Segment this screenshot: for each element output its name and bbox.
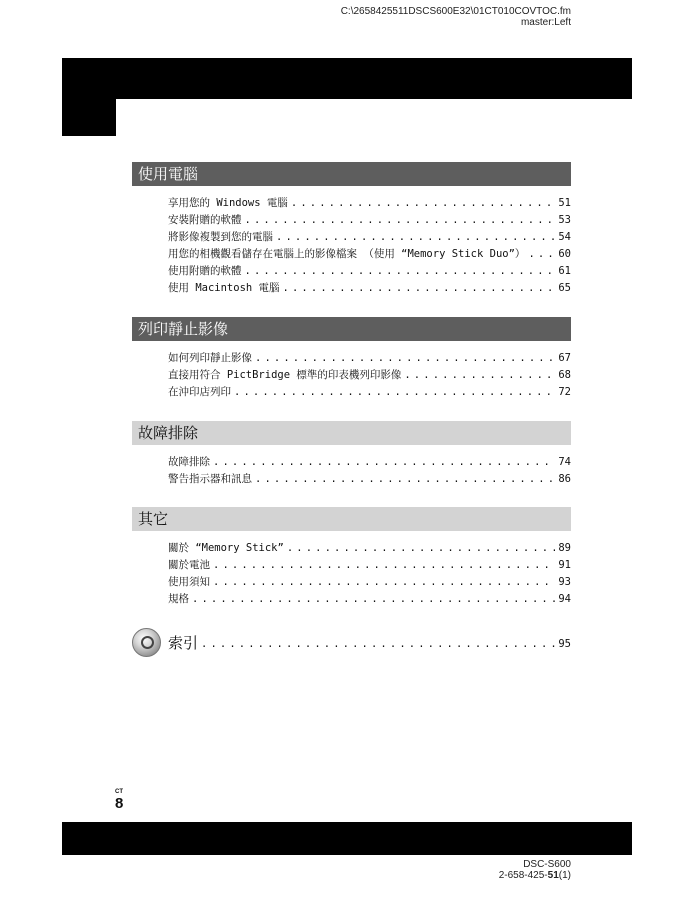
leader-dots <box>245 263 556 280</box>
entry-title: 享用您的 Windows 電腦 <box>168 197 288 209</box>
toc-entry[interactable] <box>168 350 571 367</box>
page-language-code: CT <box>115 789 123 795</box>
entry-title: 將影像複製到您的電腦 <box>168 231 273 243</box>
leader-dots <box>234 384 555 401</box>
entry-page: 54 <box>558 231 571 243</box>
entry-title: 直接用符合 PictBridge 標準的印表機列印影像 <box>168 369 402 381</box>
toc-entry[interactable] <box>168 384 571 401</box>
leader-dots <box>276 229 555 246</box>
section-header: 其它 <box>132 507 571 531</box>
entry-page: 65 <box>558 282 571 294</box>
page-number <box>115 789 123 812</box>
toc-entry[interactable] <box>168 229 571 246</box>
section-troubleshooting <box>132 421 571 488</box>
model-name: DSC-S600 <box>523 859 571 870</box>
entry-title: 使用須知 <box>168 576 210 588</box>
leader-dots <box>255 350 555 367</box>
toc-entry[interactable] <box>168 263 571 280</box>
entry-page: 93 <box>558 576 571 588</box>
toc-entry[interactable] <box>168 212 571 229</box>
toc-entry[interactable] <box>168 367 571 384</box>
leader-dots <box>213 454 555 471</box>
leader-dots <box>213 574 555 591</box>
leader-dots <box>283 280 556 297</box>
toc-entry[interactable] <box>168 471 571 488</box>
entry-title: 警告指示器和訊息 <box>168 473 252 485</box>
entry-title: 規格 <box>168 593 189 605</box>
section-printing <box>132 317 571 401</box>
toc-entry[interactable] <box>168 540 571 557</box>
entry-page: 91 <box>558 559 571 571</box>
page-number-value: 8 <box>115 795 124 812</box>
toc-entries <box>132 350 571 401</box>
section-computer <box>132 162 571 297</box>
toc-entry[interactable] <box>168 454 571 471</box>
leader-dots <box>255 471 555 488</box>
leader-dots <box>213 557 555 574</box>
entry-page: 86 <box>558 473 571 485</box>
part-code-prefix: 2-658-425- <box>498 870 548 881</box>
top-black-bar <box>62 58 632 99</box>
leader-dots <box>192 591 555 608</box>
part-code <box>499 870 571 881</box>
file-path-header <box>341 6 571 28</box>
section-header: 使用電腦 <box>132 162 571 186</box>
master-label: master:Left <box>520 17 571 28</box>
leader-dots <box>201 634 555 650</box>
entry-page: 94 <box>558 593 571 605</box>
footer-model-info <box>499 859 571 881</box>
entry-page: 51 <box>558 197 571 209</box>
entry-page: 68 <box>558 369 571 381</box>
entry-page: 72 <box>558 386 571 398</box>
part-code-suffix: (1) <box>558 870 571 881</box>
entry-title: 關於電池 <box>168 559 210 571</box>
leader-dots <box>528 246 555 263</box>
entry-page: 67 <box>558 352 571 364</box>
toc-entry[interactable] <box>168 591 571 608</box>
entry-title: 使用附贈的軟體 <box>168 265 242 277</box>
toc-entry[interactable] <box>168 280 571 297</box>
toc-entry[interactable] <box>168 195 571 212</box>
top-black-tab <box>62 99 116 136</box>
toc-entry[interactable] <box>168 574 571 591</box>
leader-dots <box>287 540 556 557</box>
toc-entry[interactable] <box>168 246 571 263</box>
section-others <box>132 507 571 608</box>
file-path: C:\2658425511DSCS600E32\01CT010COVTOC.fm <box>340 6 571 17</box>
toc-entry-index[interactable] <box>132 627 571 657</box>
section-header: 列印靜止影像 <box>132 317 571 341</box>
entry-title: 使用 Macintosh 電腦 <box>168 282 280 294</box>
entry-page: 53 <box>558 214 571 226</box>
index-page: 95 <box>558 638 571 650</box>
entry-page: 60 <box>558 248 571 260</box>
entry-title: 如何列印靜止影像 <box>168 352 252 364</box>
toc-entries <box>132 540 571 608</box>
part-code-bold: 51 <box>547 870 559 881</box>
entry-title: 安裝附贈的軟體 <box>168 214 242 226</box>
bottom-black-bar <box>62 822 632 855</box>
leader-dots <box>291 195 555 212</box>
entry-page: 61 <box>558 265 571 277</box>
section-header: 故障排除 <box>132 421 571 445</box>
leader-dots <box>245 212 556 229</box>
entry-title: 關於 “Memory Stick” <box>168 542 284 554</box>
index-title: 索引 <box>168 633 199 652</box>
entry-title: 用您的相機觀看儲存在電腦上的影像檔案 （使用 “Memory Stick Duo”） <box>168 248 526 260</box>
toc-entry[interactable] <box>168 557 571 574</box>
toc-entries <box>132 454 571 488</box>
toc-entries <box>132 195 571 297</box>
leader-dots <box>404 367 555 384</box>
entry-page: 74 <box>558 456 571 468</box>
entry-page: 89 <box>558 542 571 554</box>
magnifier-icon <box>132 628 161 657</box>
entry-title: 故障排除 <box>168 456 210 468</box>
entry-title: 在沖印店列印 <box>168 386 231 398</box>
